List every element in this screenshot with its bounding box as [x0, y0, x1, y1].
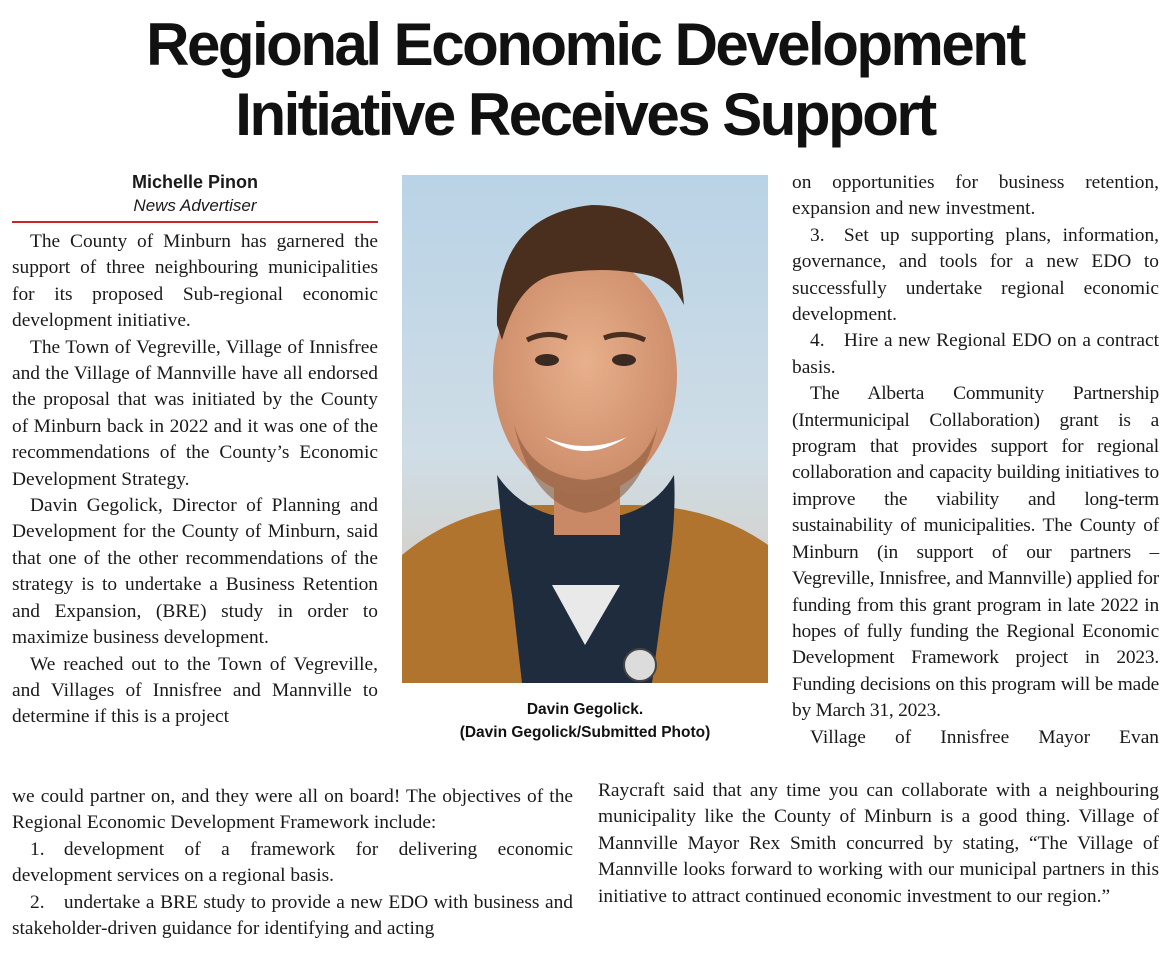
article-paragraph: Village of Innisfree Mayor Evan	[810, 726, 1159, 748]
objective-item: 1. development of a framework for delivering economic development services on a regional basis.	[12, 838, 573, 887]
objective-item: 3. Set up supporting plans, information, governance, and tools for a new EDO to successfully undertake regional economic development.	[792, 224, 1159, 326]
byline-divider	[12, 221, 378, 223]
photo-caption-name: Davin Gegolick.	[526, 701, 644, 718]
article-paragraph: we could partner on, and they were all on board! The objectives of the Regional Economic Development Framework include:	[12, 786, 573, 834]
headline-line-1: Regional Economic Development	[146, 11, 1024, 78]
article-column-right	[792, 170, 1159, 751]
objective-item: 2. undertake a BRE study to provide a new EDO with business and stakeholder-driven guidance for identifying and acting	[12, 891, 573, 940]
photo-caption-credit: (Davin Gegolick/Submitted Photo)	[459, 724, 711, 741]
article-paragraph: We reached out to the Town of Vegreville, and Villages of Innisfree and Mannville to determine if this is a project	[12, 653, 378, 728]
article-paragraph: The Town of Vegreville, Village of Innisfree and the Village of Mannville have all endorsed the proposal that was initiated by the County of Minburn back in 2022 and it was one of the recommendations of the County’s Economic Development Strategy.	[12, 336, 378, 490]
article-wide-right	[598, 778, 1159, 910]
headline-line-2: Initiative Receives Support	[235, 81, 935, 148]
author-name: Michelle Pinon	[131, 172, 259, 192]
article-paragraph: The County of Minburn has garnered the support of three neighbouring municipalities for its proposed Sub-regional economic development initiative.	[12, 231, 378, 332]
article-paragraph: Raycraft said that any time you can collaborate with a neighbouring municipality like the County of Minburn is a good thing. Village of Mannville Mayor Rex Smith concurred by stating, “The Village of Mannville looks forward to working with our municipal partners in this initiative to attract continued economic investment to our region.”	[598, 780, 1159, 907]
article-paragraph: on opportunities for business retention, expansion and new investment.	[792, 172, 1159, 220]
portrait-illustration	[402, 175, 768, 683]
portrait-photo	[402, 175, 768, 683]
article-paragraph: Davin Gegolick, Director of Planning and Development for the County of Minburn, said that one of the other recommendations of the strategy is to undertake a Business Retention and Expansion, (BRE) study in order to maximize business development.	[12, 495, 378, 649]
objective-item: 4. Hire a new Regional EDO on a contract basis.	[792, 330, 1159, 378]
article-wide-left	[12, 784, 573, 942]
publication-name: News Advertiser	[133, 196, 257, 215]
article-column-left	[12, 229, 378, 731]
article-paragraph: The Alberta Community Partnership (Intermunicipal Collaboration) grant is a program that provides support for regional collaboration and capacity building initiatives to improve the viability and long-term sustainability of municipalities. The County of Minburn (in support of our partners – Vegreville, Innisfree, and Mannville) applied for funding from this grant program in late 2022 in hopes of fully funding the Regional Economic Development Framework project in 2023. Funding decisions on this program will be made by March 31, 2023.	[792, 383, 1159, 722]
